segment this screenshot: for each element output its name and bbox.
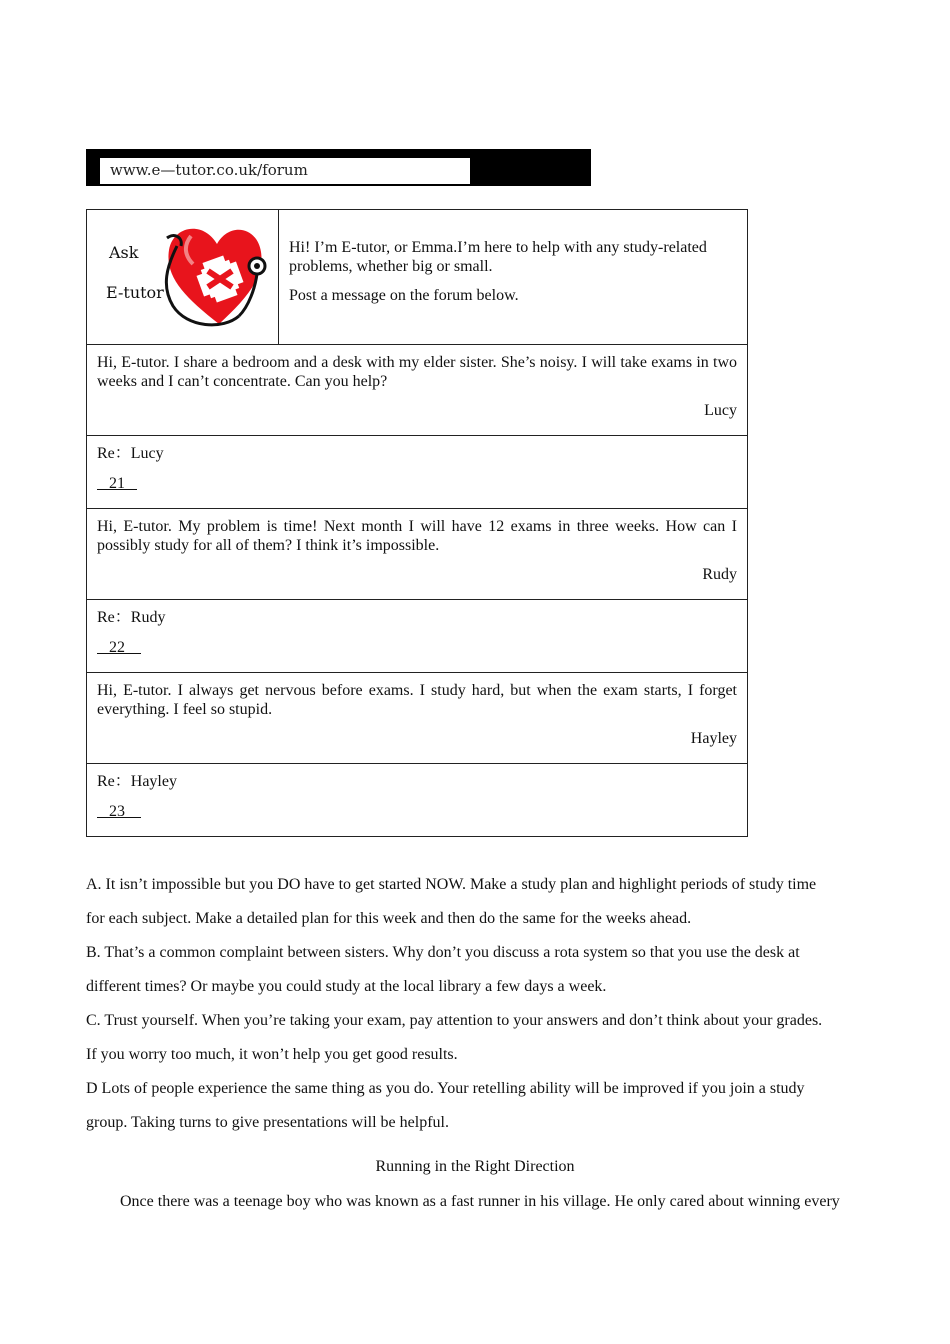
answer-blank — [97, 474, 137, 493]
forum-reply — [87, 435, 747, 508]
forum-post — [87, 344, 747, 435]
forum-intro — [279, 210, 747, 344]
heart-stethoscope-icon — [153, 216, 273, 334]
option-d-line1: D Lots of people experience the same thing as you do. Your retelling ability will be improved if you join a study — [86, 1080, 805, 1097]
logo-etutor-text: E-tutor — [106, 283, 164, 302]
answer-options — [86, 866, 866, 1142]
intro-greeting: Hi! I’m E-tutor, or Emma.I’m here to help with any study-related problems, whether big or small. — [289, 239, 707, 275]
post-author: Lucy — [704, 402, 737, 419]
forum-header — [87, 210, 747, 344]
forum-reply — [87, 599, 747, 672]
reply-recipient: Re：Hayley — [97, 773, 177, 790]
option-c-line1: C. Trust yourself. When you’re taking your exam, pay attention to your answers and don’t think about your grades. — [86, 1012, 823, 1029]
post-message: Hi, E-tutor. My problem is time! Next month I will have 12 exams in three weeks. How can I possibly study for all of them? I think it’s impossible. — [97, 518, 737, 554]
option-a-line2: for each subject. Make a detailed plan for this week and then do the same for the weeks ahead. — [86, 910, 692, 927]
post-message: Hi, E-tutor. I always get nervous before exams. I study hard, but when the exam starts, I forget everything. I feel so stupid. — [97, 682, 737, 718]
option-a-line1: A. It isn’t impossible but you DO have to get started NOW. Make a study plan and highlight periods of study time — [86, 876, 817, 893]
etutor-logo — [87, 210, 279, 344]
post-author: Hayley — [690, 730, 737, 747]
forum-table — [86, 209, 748, 837]
blank-number: 23 — [109, 803, 125, 820]
forum-post — [87, 672, 747, 763]
post-author: Rudy — [702, 566, 737, 583]
forum-url: www.e—tutor.co.uk/forum — [100, 158, 470, 184]
reply-recipient: Re：Rudy — [97, 609, 166, 626]
reply-recipient: Re：Lucy — [97, 445, 164, 462]
logo-ask-text: Ask — [109, 243, 139, 262]
blank-number: 22 — [109, 639, 125, 656]
forum-reply — [87, 763, 747, 836]
story-title: Running in the Right Direction — [375, 1158, 575, 1175]
option-b-line2: different times? Or maybe you could study at the local library a few days a week. — [86, 978, 607, 995]
forum-url-bar — [86, 149, 591, 186]
option-d-line2: group. Taking turns to give presentations will be helpful. — [86, 1114, 449, 1131]
option-c-line2: If you worry too much, it won’t help you get good results. — [86, 1046, 458, 1063]
blank-number: 21 — [109, 475, 125, 492]
post-message: Hi, E-tutor. I share a bedroom and a desk with my elder sister. She’s noisy. I will take exams in two weeks and I can’t concentrate. Can you help? — [97, 354, 737, 390]
answer-blank — [97, 802, 141, 821]
story-paragraph: Once there was a teenage boy who was known as a fast runner in his village. He only cared about winning every — [120, 1193, 840, 1210]
answer-blank — [97, 638, 141, 657]
option-b-line1: B. That’s a common complaint between sisters. Why don’t you discuss a rota system so that you use the desk at — [86, 944, 800, 961]
forum-post — [87, 508, 747, 599]
intro-instruction: Post a message on the forum below. — [289, 287, 519, 304]
